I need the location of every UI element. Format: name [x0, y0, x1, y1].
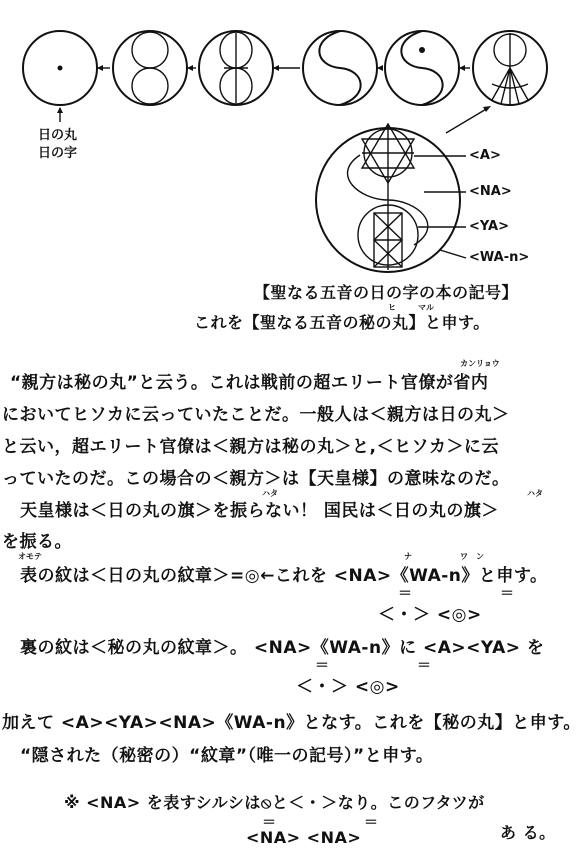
label-na: <NA>: [469, 184, 512, 199]
label-wa-n: <WA-n>: [469, 250, 530, 265]
para2-line1: 天皇様は＜日の丸の旗＞を振らない！ 国民は＜日の丸の旗＞: [20, 501, 499, 521]
para2-line2: を振る。: [2, 532, 72, 552]
ruby-kanryou: カンリョウ: [460, 359, 500, 368]
ruby-na: ナ: [404, 552, 412, 561]
note-equals: ＝ ＝: [262, 815, 398, 831]
figure-subtitle: これを【聖なる五音の秘の丸】と申す。: [194, 313, 490, 332]
circle-sun-dot: [23, 31, 97, 105]
para4-line2: ＜・＞ <◎>: [296, 677, 400, 697]
para1-line1: “親方は秘の丸”と云う。これは戦前の超エリート官僚が省内: [10, 373, 489, 393]
arrows: [57, 65, 491, 133]
para3-line1: 表の紋は＜日の丸の紋章＞=◎←これを <NA>《WA-n》と申す。: [20, 566, 548, 586]
ruby-hi: ヒ: [388, 303, 396, 312]
ruby-wan: ワ ン: [460, 552, 484, 561]
circle-axis-cross: [199, 31, 273, 105]
note-end: あ る。: [500, 823, 556, 842]
caption-hinomaru: 日の丸: [38, 128, 78, 143]
caption-hinoji: 日の字: [38, 146, 78, 161]
composite-symbol: [316, 124, 466, 272]
para1-line2: においてヒソカに云っていたことだ。一般人は＜親方は日の丸＞: [2, 405, 510, 425]
figure-title: 【聖なる五音の日の字の本の記号】: [254, 283, 519, 302]
para5: 加えて <A><YA><NA>《WA-n》となす。これを【秘の丸】と申す。: [2, 713, 581, 733]
note-line2: <NA> <NA>: [246, 828, 362, 847]
para3-line2: ＜・＞ <◎>: [378, 605, 482, 625]
circle-fan: [473, 31, 547, 105]
ruby-maru: マル: [418, 303, 434, 312]
ruby-omote: オモテ: [18, 552, 42, 561]
para3-equals: ＝ ＝: [398, 586, 534, 602]
note-line1: ※ <NA> を表すシルシは⦸と＜・＞なり。このフタツが: [64, 793, 485, 812]
ruby-hata-1: ハタ: [262, 489, 278, 498]
label-a: <A>: [469, 148, 501, 163]
para1-line4: っていたのだ。この場合の＜親方＞は【天皇様】の意味なのだ。: [2, 469, 510, 489]
para4-line1: 裏の紋は＜秘の丸の紋章＞。 <NA>《WA-n》に <A><YA> を: [20, 638, 545, 658]
label-ya: <YA>: [469, 219, 510, 234]
circle-s-curve: [303, 31, 377, 105]
circle-figure-eight: [113, 31, 187, 105]
para4-equals: ＝ ＝: [315, 658, 451, 674]
para1-line3: と云い，超エリート官僚は＜親方は秘の丸＞と,＜ヒソカ＞に云: [2, 437, 499, 457]
para6: “隠された（秘密の）“紋章”（唯一の記号）”と申す。: [20, 746, 434, 766]
circle-s-curve-dot: [385, 31, 459, 105]
ruby-hata-2: ハタ: [527, 489, 543, 498]
